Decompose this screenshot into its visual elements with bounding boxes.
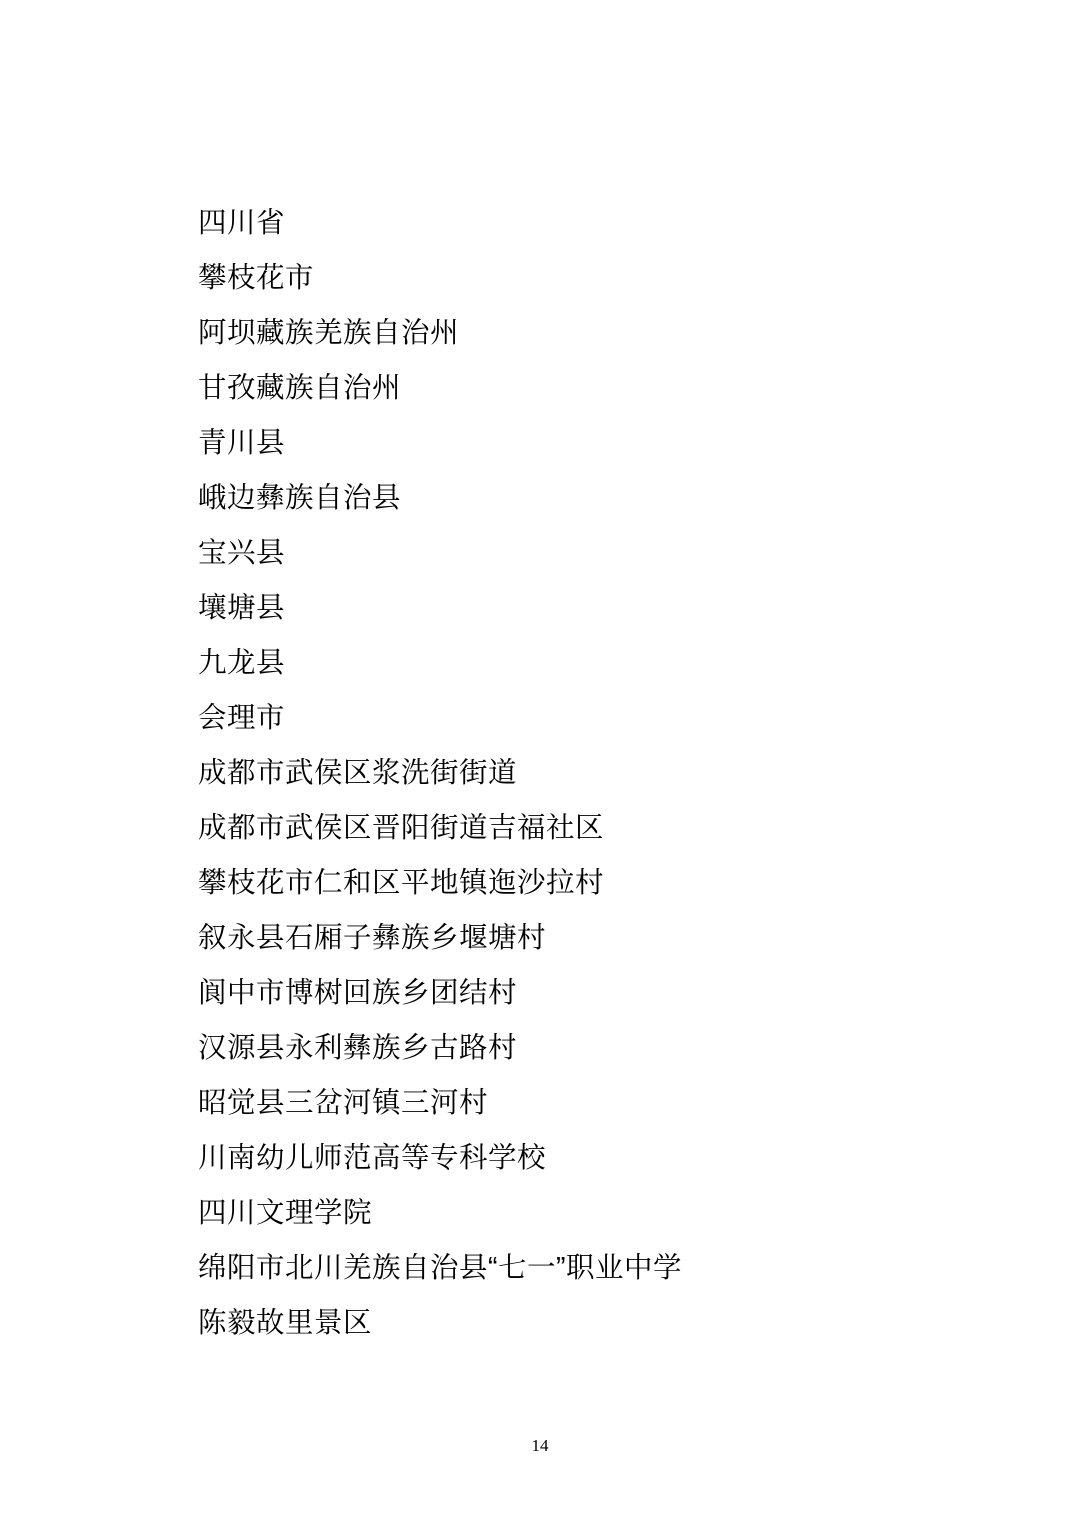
list-item: 阆中市博树回族乡团结村 xyxy=(198,977,518,1009)
list-item: 川南幼儿师范高等专科学校 xyxy=(198,1142,547,1174)
list-item: 甘孜藏族自治州 xyxy=(198,372,402,404)
list-item: 宝兴县 xyxy=(198,537,286,569)
list-item: 攀枝花市仁和区平地镇迤沙拉村 xyxy=(198,867,605,899)
list-item: 阿坝藏族羌族自治州 xyxy=(198,317,460,349)
page-number: 14 xyxy=(531,1436,549,1455)
list-item: 汉源县永利彝族乡古路村 xyxy=(198,1032,518,1064)
list-item: 成都市武侯区浆洗街街道 xyxy=(198,757,518,789)
list-item: 绵阳市北川羌族自治县“七一”职业中学 xyxy=(198,1252,682,1284)
list-item: 峨边彝族自治县 xyxy=(198,482,402,514)
list-item: 会理市 xyxy=(198,702,286,734)
list-item: 九龙县 xyxy=(198,647,286,679)
list-item: 昭觉县三岔河镇三河村 xyxy=(198,1087,489,1119)
list-item: 壤塘县 xyxy=(198,592,286,624)
list-item: 四川文理学院 xyxy=(198,1197,373,1229)
list-item: 四川省 xyxy=(198,207,286,239)
list-item: 成都市武侯区晋阳街道吉福社区 xyxy=(198,812,605,844)
place-name-list xyxy=(198,196,1020,1351)
list-item: 陈毅故里景区 xyxy=(198,1307,373,1339)
list-item: 攀枝花市 xyxy=(198,262,315,294)
list-item: 青川县 xyxy=(198,427,286,459)
list-item: 叙永县石厢子彝族乡堰塘村 xyxy=(198,922,547,954)
